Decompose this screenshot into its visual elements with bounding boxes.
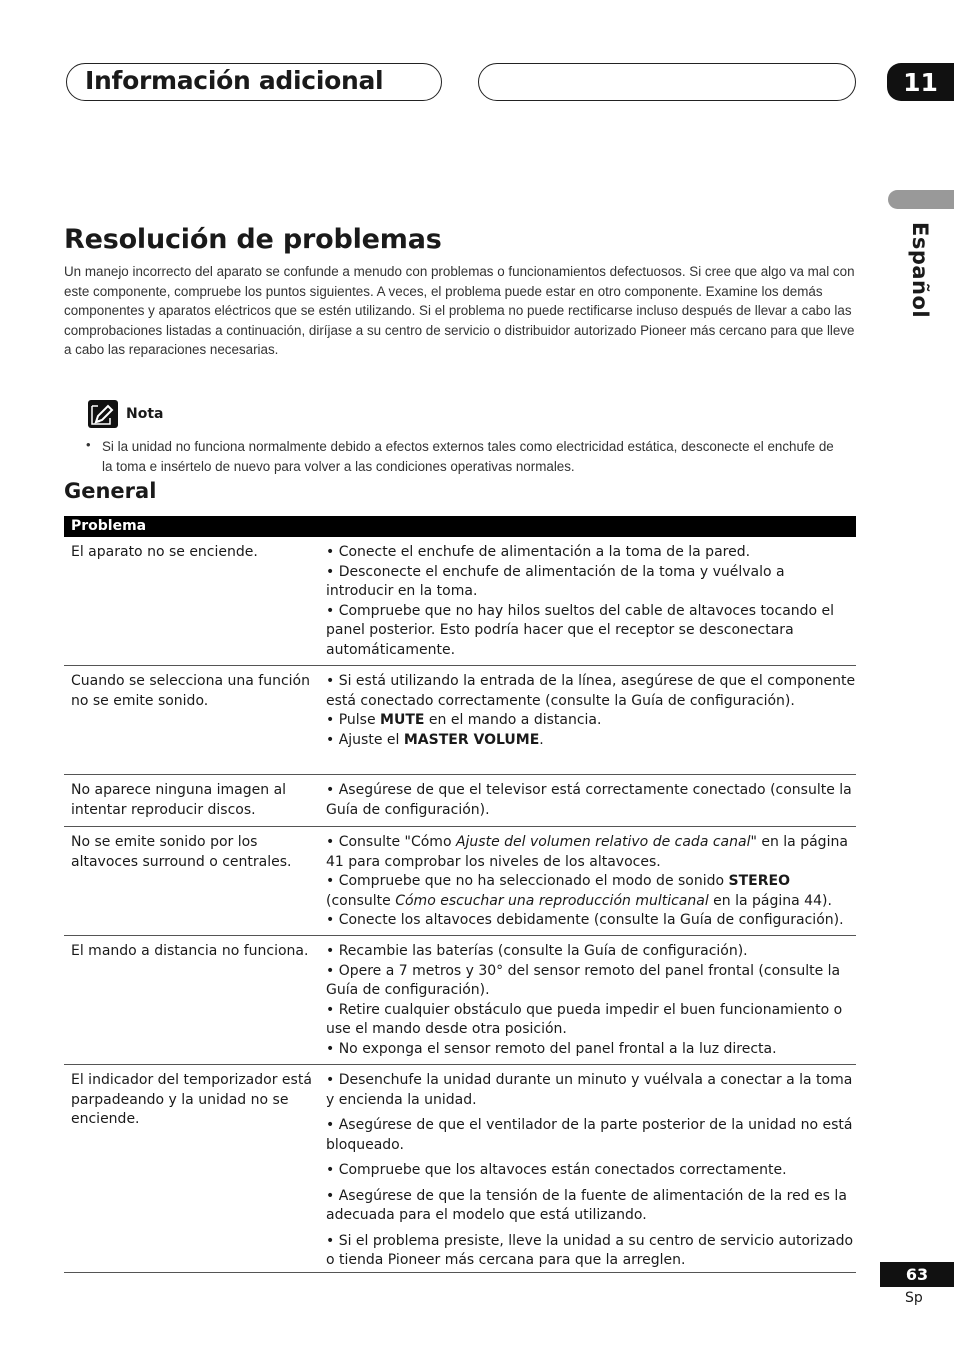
solution-text: • Si el problema presiste, lleve la unidad a su centro de servicio autorizado o tienda Pioneer más cercana para que la arreglen. bbox=[326, 1232, 854, 1268]
header-section-box bbox=[66, 63, 442, 101]
solution-text: • Conecte el enchufe de alimentación a la toma de la pared. bbox=[326, 544, 751, 560]
solution-cell bbox=[326, 942, 856, 1059]
solution-emphasis-bold: MUTE bbox=[380, 712, 425, 728]
table-row bbox=[64, 537, 856, 666]
solution-text: • Desenchufe la unidad durante un minuto y vuélvala a conectar a la toma y encienda la unidad. bbox=[326, 1072, 853, 1108]
intro-paragraph: Un manejo incorrecto del aparato se confunde a menudo con problemas o funcionamientos defectuosos. Si cree que algo va mal con este componente, compruebe los puntos siguientes. A veces, el problema puede estar en otro componente. Examine los demás componentes y aparatos eléctricos que se estén utilizando. Si el problema no puede rectificarse incluso después de llevar a cabo las comprobaciones listadas a continuación, diríjase a su centro de servicio o distribuidor autorizado Pioneer más cercano para que lleve a cabo las reparaciones necesarias. bbox=[64, 264, 855, 357]
solution-item bbox=[326, 602, 856, 661]
problem-cell: Cuando se selecciona una función no se emite sonido. bbox=[71, 673, 310, 709]
problem-cell: No se emite sonido por los altavoces surround o centrales. bbox=[71, 834, 292, 870]
solution-text: . bbox=[539, 731, 544, 748]
header-empty-box bbox=[478, 63, 856, 101]
solution-emphasis-bold: STEREO bbox=[728, 873, 790, 889]
solution-item bbox=[326, 1071, 856, 1110]
solution-text: " en la página 41 para comprobar los niveles de los altavoces. bbox=[326, 834, 848, 870]
section-title: Información adicional bbox=[85, 66, 384, 95]
problem-cell: No aparece ninguna imagen al intentar reproducir discos. bbox=[71, 782, 287, 818]
solution-item bbox=[326, 1232, 856, 1271]
solution-text: • Asegúrese de que el televisor está correctamente conectado (consulte la Guía de configuración). bbox=[326, 782, 852, 818]
note-pencil-icon bbox=[88, 400, 118, 428]
solution-item bbox=[326, 1040, 856, 1060]
solution-cell bbox=[326, 672, 856, 750]
chapter-number-badge: 11 bbox=[887, 63, 954, 101]
solution-item bbox=[326, 1161, 856, 1181]
solution-emphasis-italic: Cómo escuchar una reproducción multicanal bbox=[395, 892, 709, 909]
solution-item bbox=[326, 942, 856, 962]
solution-item bbox=[326, 672, 856, 711]
table-row bbox=[64, 775, 856, 827]
solution-text: • Compruebe que no hay hilos sueltos del cable de altavoces tocando el panel posterior. Esto podría hacer que el receptor se desconectara automáticamente. bbox=[326, 602, 835, 658]
solution-item bbox=[326, 833, 856, 872]
note-text: Si la unidad no funciona normalmente debido a efectos externos tales como electricidad estática, desconecte el enchufe de la toma e insértelo de nuevo para volver a las condiciones operativas normales. bbox=[102, 439, 834, 474]
table-header: Problema bbox=[64, 516, 856, 537]
problem-cell: El indicador del temporizador está parpadeando y la unidad no se enciende. bbox=[71, 1072, 312, 1127]
solution-cell bbox=[326, 543, 856, 660]
problem-cell: El mando a distancia no funciona. bbox=[71, 943, 309, 959]
language-tab-marker bbox=[888, 190, 954, 209]
solution-text: • No exponga el sensor remoto del panel frontal a la luz directa. bbox=[326, 1040, 777, 1057]
solution-item bbox=[326, 872, 856, 911]
solution-cell bbox=[326, 833, 856, 931]
solution-item bbox=[326, 1001, 856, 1040]
solution-emphasis-bold: MASTER VOLUME bbox=[403, 731, 540, 748]
solution-item bbox=[326, 911, 856, 931]
solution-text: • Conecte los altavoces debidamente (consulte la Guía de configuración). bbox=[326, 912, 844, 928]
solution-text: • Compruebe que los altavoces están conectados correctamente. bbox=[326, 1162, 787, 1178]
note-bullet: • bbox=[86, 437, 91, 452]
solution-item bbox=[326, 543, 856, 563]
solution-item bbox=[326, 781, 856, 820]
solution-text: • Pulse bbox=[326, 712, 381, 728]
solution-item bbox=[326, 1116, 856, 1155]
note-label: Nota bbox=[126, 406, 164, 422]
solution-item bbox=[326, 1187, 856, 1226]
solution-text: • Asegúrese de que la tensión de la fuente de alimentación de la red es la adecuada para el modelo que está utilizando. bbox=[326, 1187, 847, 1223]
solution-text: (consulte bbox=[326, 892, 396, 909]
section-subheading: General bbox=[64, 479, 157, 503]
solution-text: en el mando a distancia. bbox=[424, 712, 602, 728]
solution-text: • Si está utilizando la entrada de la línea, asegúrese de que el componente está conectado correctamente (consulte la Guía de configuración). bbox=[326, 673, 856, 709]
solution-text: • Compruebe que no ha seleccionado el modo de sonido bbox=[326, 873, 729, 889]
page-title: Resolución de problemas bbox=[64, 224, 442, 255]
solution-text: • Opere a 7 metros y 30° del sensor remoto del panel frontal (consulte la Guía de configuración). bbox=[326, 962, 841, 998]
table-row bbox=[64, 936, 856, 1065]
problem-cell: El aparato no se enciende. bbox=[71, 544, 258, 560]
troubleshooting-table bbox=[64, 516, 856, 1273]
solution-text: • Desconecte el enchufe de alimentación de la toma y vuélvalo a introducir en la toma. bbox=[326, 563, 785, 599]
table-body bbox=[64, 537, 856, 1273]
page-number: 63 bbox=[880, 1262, 954, 1287]
table-row bbox=[64, 666, 856, 775]
language-label: Español bbox=[908, 222, 932, 319]
language-code: Sp bbox=[905, 1290, 923, 1306]
solution-text: • Ajuste el bbox=[326, 731, 404, 748]
solution-text: • Consulte "Cómo bbox=[326, 834, 456, 850]
solution-cell bbox=[326, 1071, 856, 1271]
table-row bbox=[64, 1065, 856, 1273]
table-row bbox=[64, 827, 856, 936]
solution-text: en la página 44). bbox=[708, 892, 832, 909]
solution-emphasis-italic: Ajuste del volumen relativo de cada canal bbox=[455, 834, 751, 850]
solution-text: • Retire cualquier obstáculo que pueda impedir el buen funcionamiento o use el mando desde otra posición. bbox=[326, 1001, 843, 1037]
solution-item bbox=[326, 731, 856, 751]
solution-text: • Recambie las baterías (consulte la Guía de configuración). bbox=[326, 943, 748, 959]
solution-text: • Asegúrese de que el ventilador de la parte posterior de la unidad no está bloqueado. bbox=[326, 1117, 853, 1153]
solution-cell bbox=[326, 781, 856, 820]
solution-item bbox=[326, 962, 856, 1001]
solution-item bbox=[326, 711, 856, 731]
solution-item bbox=[326, 563, 856, 602]
